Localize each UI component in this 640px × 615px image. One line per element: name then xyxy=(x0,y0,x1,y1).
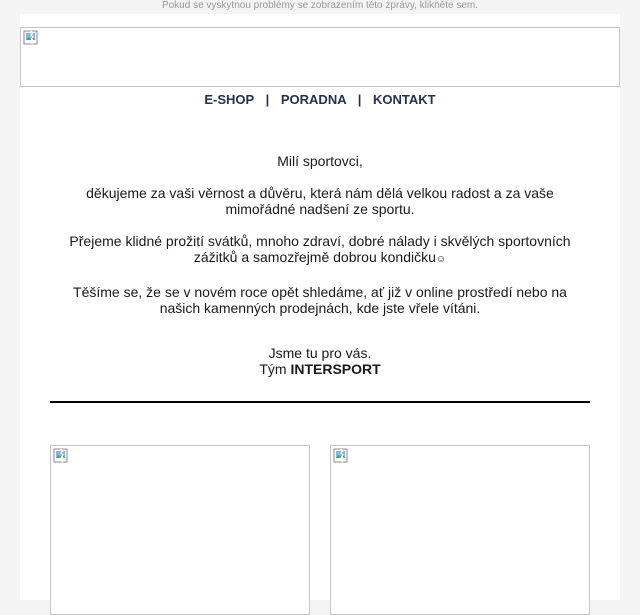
nav-separator: | xyxy=(357,92,362,107)
main-navigation xyxy=(20,92,620,108)
promo-image-right[interactable] xyxy=(330,445,590,615)
nav-separator: | xyxy=(265,92,270,107)
wishes-paragraph xyxy=(60,233,580,268)
nav-link-poradna[interactable]: PORADNA xyxy=(280,92,347,107)
nav-link-kontakt[interactable]: KONTAKT xyxy=(373,92,436,107)
preheader-link[interactable]: Pokud se vyskytnou problémy se zobrazením této zprávy, klikněte sem. xyxy=(161,0,479,11)
broken-image-icon xyxy=(23,30,39,46)
brand-name: INTERSPORT xyxy=(290,361,381,377)
signature xyxy=(60,345,580,377)
message-body xyxy=(60,153,580,332)
broken-image-icon xyxy=(333,448,349,464)
promo-image-left[interactable] xyxy=(50,445,310,615)
thanks-paragraph: děkujeme za vaši věrnost a důvěru, která nám dělá velkou radost a za vaše mimořádné nadšení ze sportu. xyxy=(86,185,554,217)
signature-team-prefix: Tým xyxy=(259,361,291,377)
logo-image[interactable] xyxy=(20,27,620,87)
email-content xyxy=(20,14,620,600)
smiley-icon: ☺ xyxy=(435,254,447,265)
new-year-paragraph: Těšíme se, že se v novém roce opět shledáme, ať již v online prostředí nebo na našich kamenných prodejnách, kde jste vřele vítáni. xyxy=(73,284,567,316)
signature-team xyxy=(60,361,580,377)
wishes-text: Přejeme klidné prožití svátků, mnoho zdraví, dobré nálady i skvělých sportovních zážitků a samozřejmě dobrou kondičku xyxy=(69,233,571,265)
signature-line: Jsme tu pro vás. xyxy=(268,345,372,361)
greeting: Milí sportovci, xyxy=(277,153,363,169)
preheader xyxy=(0,0,640,14)
divider xyxy=(50,401,590,403)
nav-link-eshop[interactable]: E-SHOP xyxy=(204,92,254,107)
broken-image-icon xyxy=(53,448,69,464)
